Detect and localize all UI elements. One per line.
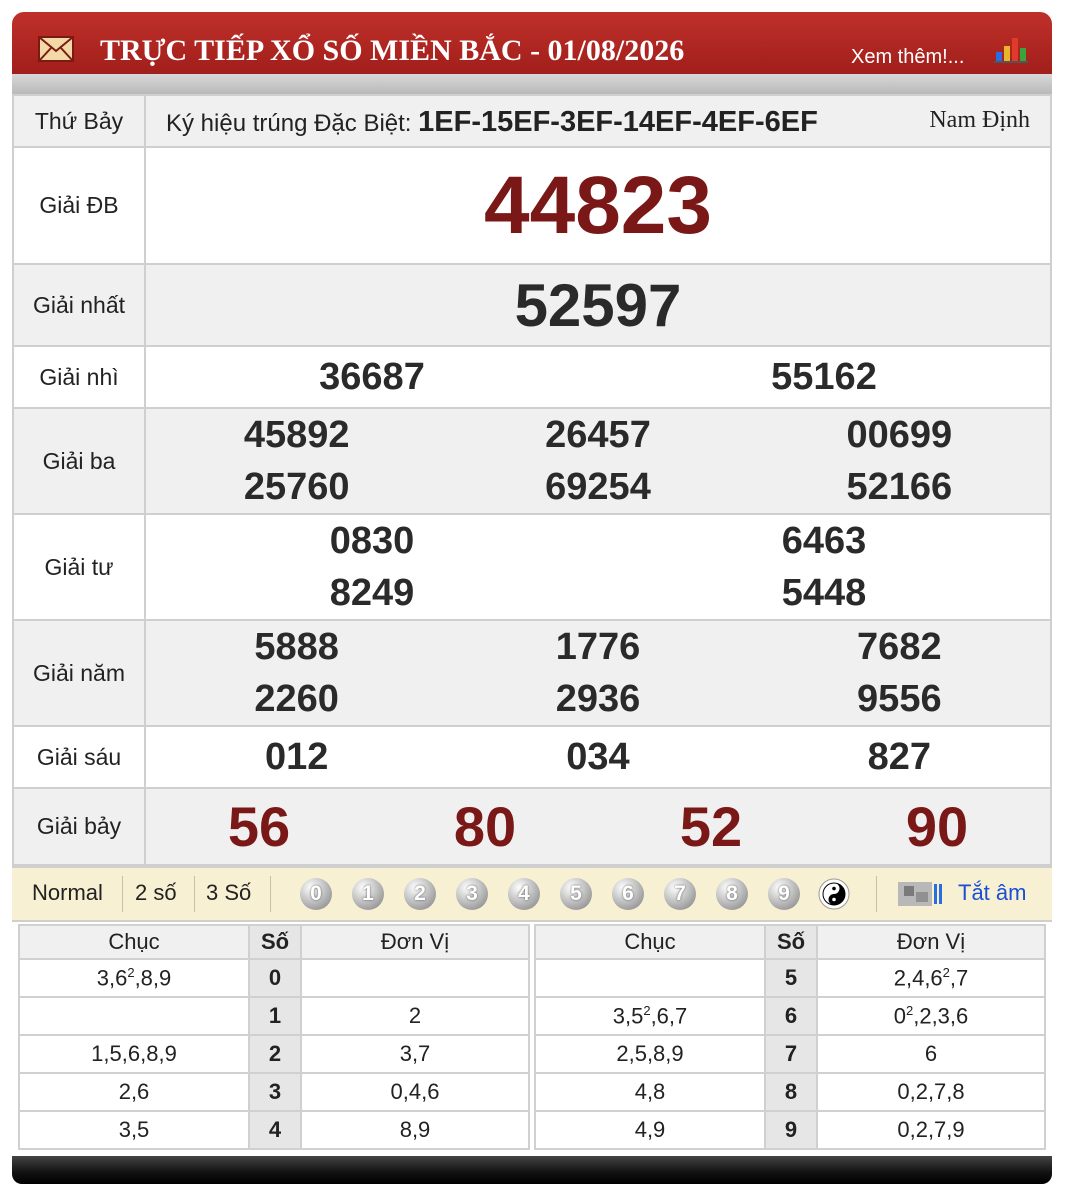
loto-table-right	[534, 924, 1046, 1150]
header-so: Số	[765, 925, 817, 959]
donvi-value: ,7	[949, 965, 969, 991]
chuc-value: 3,5	[612, 1003, 644, 1029]
yin-yang-icon[interactable]	[818, 878, 850, 910]
special-prize-number: 44823	[483, 159, 713, 251]
chuc-value: 2,6	[118, 1079, 150, 1104]
kyhieu-cell	[145, 95, 1051, 147]
day-label: Thứ Bảy	[13, 95, 145, 147]
prize-number: 827	[867, 735, 932, 778]
donvi-value: 0,2,7,8	[897, 1079, 965, 1104]
prize-label: Giải năm	[13, 620, 145, 726]
prize-label: Giải tư	[13, 514, 145, 620]
chuc-value: 4,9	[634, 1117, 666, 1142]
divider	[122, 876, 123, 912]
chuc-value: ,8,9	[134, 965, 172, 991]
donvi-value: 8,9	[399, 1117, 431, 1142]
divider	[194, 876, 195, 912]
prize-number: 2260	[254, 678, 339, 720]
loto-row	[535, 1111, 1045, 1149]
chuc-value: ,6,7	[650, 1003, 688, 1029]
prize-number: 0830	[329, 520, 415, 562]
header-donvi: Đơn Vị	[301, 925, 529, 959]
donvi-value: 0,4,6	[390, 1079, 440, 1104]
header-chuc: Chục	[535, 925, 765, 959]
digit-ball-5[interactable]: 5	[560, 878, 592, 910]
prize-number: 52	[679, 795, 743, 858]
prize-number: 90	[905, 795, 969, 858]
donvi-value: 2,4,6	[893, 965, 943, 991]
digit-ball-8[interactable]: 8	[716, 878, 748, 910]
donvi-value: 0	[893, 1003, 906, 1029]
digit-ball-9[interactable]: 9	[768, 878, 800, 910]
loto-row	[535, 959, 1045, 997]
prize-number: 5448	[781, 572, 867, 614]
chuc-value: 3,5	[118, 1117, 150, 1142]
donvi-value: 6	[924, 1041, 938, 1066]
chuc-count: 2	[643, 1002, 651, 1018]
mode-3so-button[interactable]: 3 Số	[206, 880, 252, 905]
prize-number: 00699	[846, 414, 953, 456]
chuc-value: 2,5,8,9	[616, 1041, 684, 1066]
prize-row-g3	[13, 408, 1051, 514]
footer-bar	[12, 1156, 1052, 1184]
mode-normal-button[interactable]: Normal	[32, 880, 103, 905]
prize-row-g6	[13, 726, 1051, 788]
prize-label: Giải ba	[13, 408, 145, 514]
mute-sound-link[interactable]: Tắt âm	[958, 880, 1027, 905]
header-bar	[12, 12, 1052, 94]
see-more-link[interactable]: Xem thêm!...	[851, 46, 965, 68]
prize-number: 5888	[254, 626, 339, 668]
chuc-count: 2	[127, 964, 135, 980]
prize-number: 69254	[545, 466, 651, 508]
donvi-count: 2	[942, 964, 950, 980]
digit-ball-3[interactable]: 3	[456, 878, 488, 910]
loto-row	[535, 1035, 1045, 1073]
prize-row-g7	[13, 788, 1051, 865]
prize-number: 52166	[846, 466, 953, 508]
loto-row	[19, 959, 529, 997]
header-so: Số	[249, 925, 301, 959]
page-title: TRỰC TIẾP XỔ SỐ MIỀN BẮC - 01/08/2026	[100, 34, 685, 67]
loto-row	[19, 997, 529, 1035]
chuc-value: 1,5,6,8,9	[91, 1041, 177, 1066]
prize-number: 012	[264, 735, 329, 778]
prize-number: 1776	[555, 626, 641, 668]
prize-label: Giải sáu	[13, 726, 145, 788]
so-digit: 0	[249, 959, 301, 997]
so-digit: 4	[249, 1111, 301, 1149]
prize-number: 8249	[329, 572, 415, 614]
header-chuc: Chục	[19, 925, 249, 959]
so-digit: 9	[765, 1111, 817, 1149]
prize-number: 80	[453, 795, 517, 858]
prize-label: Giải bảy	[13, 788, 145, 865]
prize-number: 2936	[555, 678, 641, 720]
prize-number: 45892	[243, 414, 350, 456]
loto-row	[535, 1073, 1045, 1111]
divider	[876, 876, 877, 912]
mode-2so-button[interactable]: 2 số	[135, 880, 177, 905]
digit-ball-2[interactable]: 2	[404, 878, 436, 910]
so-digit: 6	[765, 997, 817, 1035]
province-name: Nam Định	[929, 107, 1030, 133]
prize-row-g4	[13, 514, 1051, 620]
donvi-value: ,2,3,6	[913, 1003, 969, 1029]
digit-ball-0[interactable]: 0	[300, 878, 332, 910]
prize-number: 9556	[857, 678, 942, 720]
kyhieu-value: 1EF-15EF-3EF-14EF-4EF-6EF	[418, 106, 818, 138]
donvi-count: 2	[905, 1002, 914, 1018]
bar-chart-icon[interactable]	[992, 34, 1028, 64]
speaker-icon[interactable]	[898, 880, 944, 908]
digit-ball-1[interactable]: 1	[352, 878, 384, 910]
digit-ball-6[interactable]: 6	[612, 878, 644, 910]
so-digit: 5	[765, 959, 817, 997]
loto-row	[19, 1073, 529, 1111]
prize-label: Giải nhất	[13, 264, 145, 346]
prize-number: 034	[566, 735, 630, 778]
prize-number: 36687	[319, 355, 425, 398]
prize-label: Giải ĐB	[13, 147, 145, 264]
so-digit: 3	[249, 1073, 301, 1111]
prize-row-db	[13, 147, 1051, 264]
prize-label: Giải nhì	[13, 346, 145, 408]
prize-number: 25760	[243, 466, 350, 508]
prize-row-g1	[13, 264, 1051, 346]
prize-number: 6463	[781, 520, 867, 562]
donvi-value: 3,7	[399, 1041, 431, 1066]
prize-number: 7682	[857, 626, 942, 668]
so-digit: 2	[249, 1035, 301, 1073]
donvi-value: 0,2,7,9	[897, 1117, 965, 1142]
prize-row-g2	[13, 346, 1051, 408]
results-table	[12, 94, 1052, 866]
prize-row-g5	[13, 620, 1051, 726]
donvi-value: 2	[408, 1003, 422, 1028]
mail-icon	[38, 36, 74, 62]
so-digit: 7	[765, 1035, 817, 1073]
so-digit: 1	[249, 997, 301, 1035]
loto-table-left	[18, 924, 530, 1150]
loto-row	[535, 997, 1045, 1035]
header-donvi: Đơn Vị	[817, 925, 1045, 959]
loto-header-row	[19, 925, 529, 959]
divider	[270, 876, 271, 912]
loto-row	[19, 1035, 529, 1073]
header-strip	[12, 74, 1052, 94]
so-digit: 8	[765, 1073, 817, 1111]
digit-ball-7[interactable]: 7	[664, 878, 696, 910]
prize-number: 55162	[771, 355, 877, 398]
chuc-value: 4,8	[634, 1079, 666, 1104]
prize-number: 52597	[514, 271, 682, 339]
loto-row	[19, 1111, 529, 1149]
kyhieu-label: Ký hiệu trúng Đặc Biệt:	[166, 110, 412, 137]
prize-number: 56	[227, 795, 291, 858]
chuc-value: 3,6	[96, 965, 128, 991]
loto-header-row	[535, 925, 1045, 959]
prize-number: 26457	[545, 414, 651, 456]
lottery-result-panel	[12, 12, 1052, 1184]
digit-ball-4[interactable]: 4	[508, 878, 540, 910]
display-toolbar	[12, 866, 1052, 922]
info-row	[13, 95, 1051, 147]
